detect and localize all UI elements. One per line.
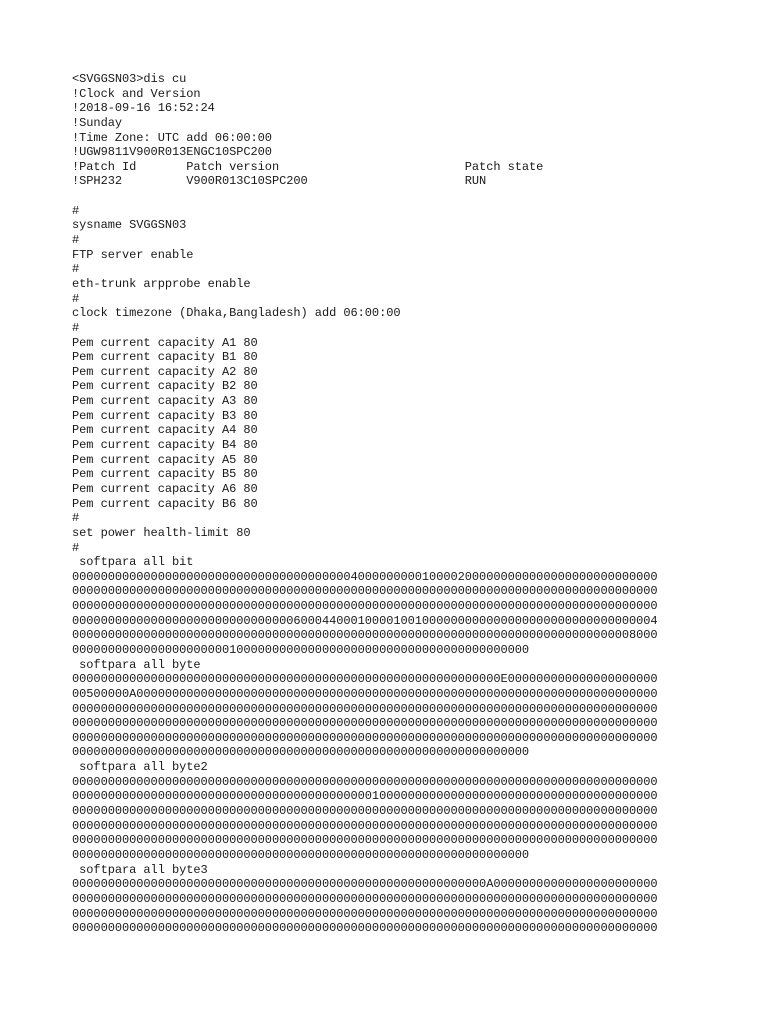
console-line: set power health-limit 80 (72, 525, 251, 540)
console-line: !Clock and Version (72, 86, 201, 101)
console-line: 000000000000000000000000000000000000000000000000000000000000E000000000000000000000 (72, 672, 658, 687)
console-line: 0000000000000000000000000000000000000000000000000000000000000000000000000000008000 (72, 628, 658, 643)
console-line: 0000000000000000000000000000000000000000000000000000000000000000 (72, 847, 530, 862)
console-line: # (72, 511, 80, 526)
console-line: 0000000000000000000000000000000000000000000000000000000000000000000000000000000000 (72, 804, 658, 819)
console-line: 0000000000000000000000100000000000000000000000000000000000000000 (72, 642, 530, 657)
console-line: Pem current capacity A4 80 (72, 423, 258, 438)
console-line: # (72, 291, 80, 306)
console-line: # (72, 262, 80, 277)
console-line: !Sunday (72, 115, 122, 130)
console-line: Pem current capacity B1 80 (72, 350, 258, 365)
console-line: 0000000000000000000000000000000000000000000000000000000000000000000000000000000000 (72, 730, 658, 745)
console-line: 0000000000000000000000000000000000000000000000000000000000000000 (72, 745, 530, 760)
console-line: 0000000000000000000000000000000000000000000000000000000000000000000000000000000000 (72, 774, 658, 789)
console-line: 0000000000000000000000000000000600044000100001001000000000000000000000000000000004 (72, 613, 658, 628)
console-line: 0000000000000000000000000000000000000000000000000000000000000000000000000000000000 (72, 701, 658, 716)
console-line: 0000000000000000000000000000000000000000000000000000000000000000000000000000000000 (72, 891, 658, 906)
console-line: Pem current capacity A6 80 (72, 481, 258, 496)
console-line: 0000000000000000000000000000000000000000000000000000000000000000000000000000000000 (72, 584, 658, 599)
console-line: 0000000000000000000000000000000000000000000000000000000000000000000000000000000000 (72, 921, 658, 936)
console-line: Pem current capacity A5 80 (72, 452, 258, 467)
console-line: softpara all byte2 (72, 760, 208, 775)
console-line: softpara all byte (72, 657, 201, 672)
console-line: !Patch Id Patch version Patch state (72, 159, 544, 174)
console-line: 0000000000000000000000000000000000000000000000000000000000000000000000000000000000 (72, 906, 658, 921)
console-line: Pem current capacity B2 80 (72, 379, 258, 394)
console-line: Pem current capacity B5 80 (72, 467, 258, 482)
console-line: 00500000A0000000000000000000000000000000000000000000000000000000000000000000000000 (72, 686, 658, 701)
console-line: # (72, 203, 80, 218)
console-line (72, 189, 712, 204)
console-line: 0000000000000000000000000000000000000000000000000000000000000000000000000000000000 (72, 716, 658, 731)
console-line: Pem current capacity B4 80 (72, 438, 258, 453)
console-line: 0000000000000000000000000000000000000000000000000000000000000000000000000000000000 (72, 833, 658, 848)
console-line: 0000000000000000000000000000000000000004000000000100002000000000000000000000000000 (72, 569, 658, 584)
console-line: Pem current capacity A1 80 (72, 335, 258, 350)
console-line: 0000000000000000000000000000000000000000000000000000000000000000000000000000000000 (72, 818, 658, 833)
console-line: 0000000000000000000000000000000000000000000000000000000000000000000000000000000000 (72, 599, 658, 614)
console-line: Pem current capacity B6 80 (72, 496, 258, 511)
console-line: !Time Zone: UTC add 06:00:00 (72, 130, 272, 145)
console-output (72, 72, 712, 936)
console-line: Pem current capacity A2 80 (72, 364, 258, 379)
console-line: FTP server enable (72, 247, 194, 262)
console-line: softpara all byte3 (72, 862, 208, 877)
console-line: # (72, 540, 80, 555)
console-line: !2018-09-16 16:52:24 (72, 101, 215, 116)
console-line: # (72, 233, 80, 248)
console-line: <SVGGSN03>dis cu (72, 72, 187, 86)
console-line: clock timezone (Dhaka,Bangladesh) add 06:00:00 (72, 306, 401, 321)
console-line: !UGW9811V900R013ENGC10SPC200 (72, 145, 272, 160)
console-line: 0000000000000000000000000000000000000000000000000000000000A00000000000000000000000 (72, 877, 658, 892)
console-line: Pem current capacity A3 80 (72, 394, 258, 409)
console-line: !SPH232 V900R013C10SPC200 RUN (72, 174, 487, 189)
console-line: 0000000000000000000000000000000000000000001000000000000000000000000000000000000000 (72, 789, 658, 804)
console-line: eth-trunk arpprobe enable (72, 276, 251, 291)
console-line: softpara all bit (72, 555, 194, 570)
console-line: sysname SVGGSN03 (72, 218, 187, 233)
console-line: # (72, 320, 80, 335)
console-line: Pem current capacity B3 80 (72, 408, 258, 423)
